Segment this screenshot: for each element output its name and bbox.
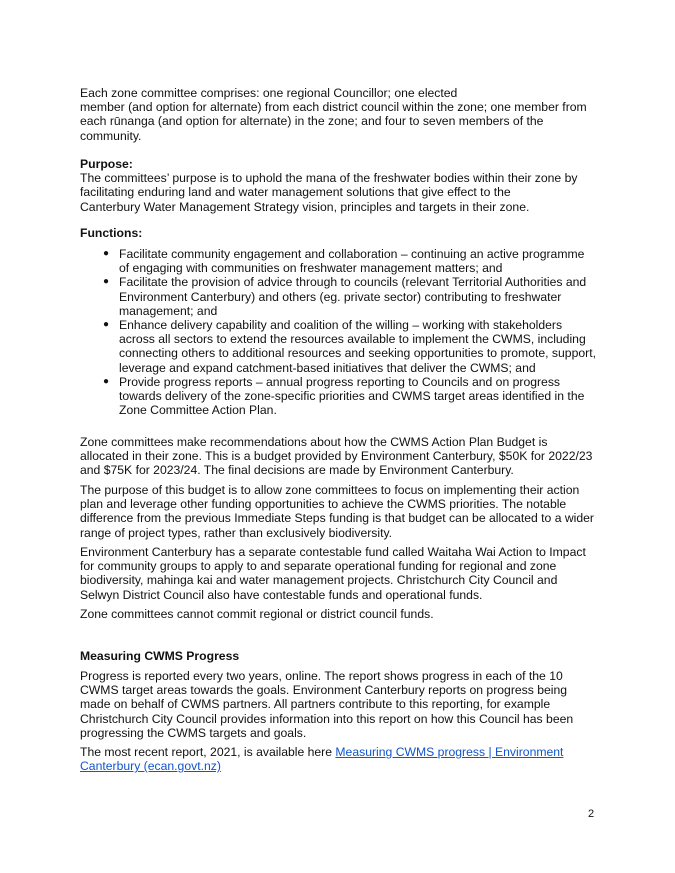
functions-line: leverage and expand catchment-based initiatives that deliver the CWMS; and [119,360,536,375]
measuring-heading: Measuring CWMS Progress [80,649,240,663]
intro-line: community. [80,128,142,143]
report-prefix: The most recent report, 2021, is available here [80,745,336,759]
report-link-line1[interactable]: Measuring CWMS progress | Environment [335,745,564,759]
budget-line: range of project types, rather than exclusively biodiversity. [80,525,393,540]
intro-line: member (and option for alternate) from each district council within the zone; one member from [80,100,587,115]
measuring-line: progressing the CWMS targets and goals. [80,725,307,740]
budget-line: plan and leverage other funding opportunities to achieve the CWMS priorities. The notable [80,497,567,512]
intro-paragraph [80,86,610,143]
functions-line: of engaging with communities on freshwater management matters; and [119,261,503,276]
functions-list-item [80,247,610,275]
report-line [80,759,610,773]
functions-heading-wrap [80,226,610,240]
budget-paragraph [80,435,610,478]
budget-line: allocated in their zone. This is a budget provided by Environment Canterbury, $50K for 2022/23 [80,449,593,464]
budget-line: for community groups to apply to and separate operational funding for regional and zone [80,559,557,574]
functions-line: Provide progress reports – annual progress reporting to Councils and on progress [119,374,561,389]
measuring-line: CWMS target areas towards the goals. Environment Canterbury reports on progress being [80,683,568,698]
bullet-icon: ● [103,375,110,387]
functions-line: connecting others to additional resources and seeking opportunities to promote, support, [119,346,596,361]
functions-list-item [80,375,610,418]
purpose-line: Canterbury Water Management Strategy vision, principles and targets in their zone. [80,199,530,214]
purpose-line: The committees’ purpose is to uphold the mana of the freshwater bodies within their zone by [80,171,578,186]
report-link-line2[interactable]: Canterbury (ecan.govt.nz) [80,759,221,774]
purpose-heading: Purpose: [80,157,133,171]
budget-line: Selwyn District Council also have contestable funds and operational funds. [80,587,483,602]
bullet-icon: ● [103,319,110,331]
intro-line: each rūnanga (and option for alternate) in the zone; and four to seven members of the [80,114,544,129]
purpose-section [80,157,610,214]
functions-list-item [80,318,610,375]
intro-line: Each zone committee comprises: one regional Councillor; one elected [80,86,458,100]
budget-line: The purpose of this budget is to allow zone committees to focus on implementing their action [80,483,580,497]
budget-paragraph [80,483,610,540]
budget-line: biodiversity, mahinga kai and water management projects. Christchurch City Council and [80,573,558,588]
functions-line: Zone Committee Action Plan. [119,403,277,418]
budget-line: Environment Canterbury has a separate contestable fund called Waitaha Wai Action to Impact [80,545,586,559]
report-paragraph [80,745,610,773]
functions-line: Facilitate community engagement and collaboration – continuing an active programme [119,247,585,261]
functions-line: Environment Canterbury) and others (eg. private sector) contributing to freshwater [119,289,562,304]
report-line [80,745,610,759]
functions-line: management; and [119,303,218,318]
budget-line: difference from the previous Immediate Steps funding is that budget can be allocated to a wider [80,511,594,526]
budget-paragraph [80,545,610,602]
functions-line: Facilitate the provision of advice through to councils (relevant Territorial Authorities and [119,275,587,290]
budget-line: and $75K for 2023/24. The final decisions are made by Environment Canterbury. [80,463,514,478]
functions-line: Enhance delivery capability and coalition of the willing – working with stakeholders [119,318,563,333]
functions-list-item [80,275,610,318]
budget-line: Zone committees make recommendations about how the CWMS Action Plan Budget is [80,435,548,449]
page-number: 2 [588,808,595,820]
budget-line: Zone committees cannot commit regional or district council funds. [80,607,434,621]
functions-heading: Functions: [80,226,143,240]
measuring-line: Progress is reported every two years, online. The report shows progress in each of the 10 [80,669,563,683]
purpose-line: facilitating enduring land and water management solutions that give effect to the [80,185,511,200]
budget-paragraph [80,607,610,621]
bullet-icon: ● [103,248,110,259]
measuring-heading-wrap [80,649,610,663]
measuring-line: made on behalf of CWMS partners. All partners contribute to this reporting, for example [80,697,551,712]
functions-list [80,247,610,417]
bullet-icon: ● [103,276,110,288]
measuring-line: Christchurch City Council provides information into this report on how this Council has been [80,711,574,726]
functions-line: towards delivery of the zone-specific priorities and CWMS target areas identified in the [119,389,585,404]
functions-line: across all sectors to extend the resources available to implement the CWMS, including [119,332,586,347]
measuring-paragraph [80,669,610,740]
